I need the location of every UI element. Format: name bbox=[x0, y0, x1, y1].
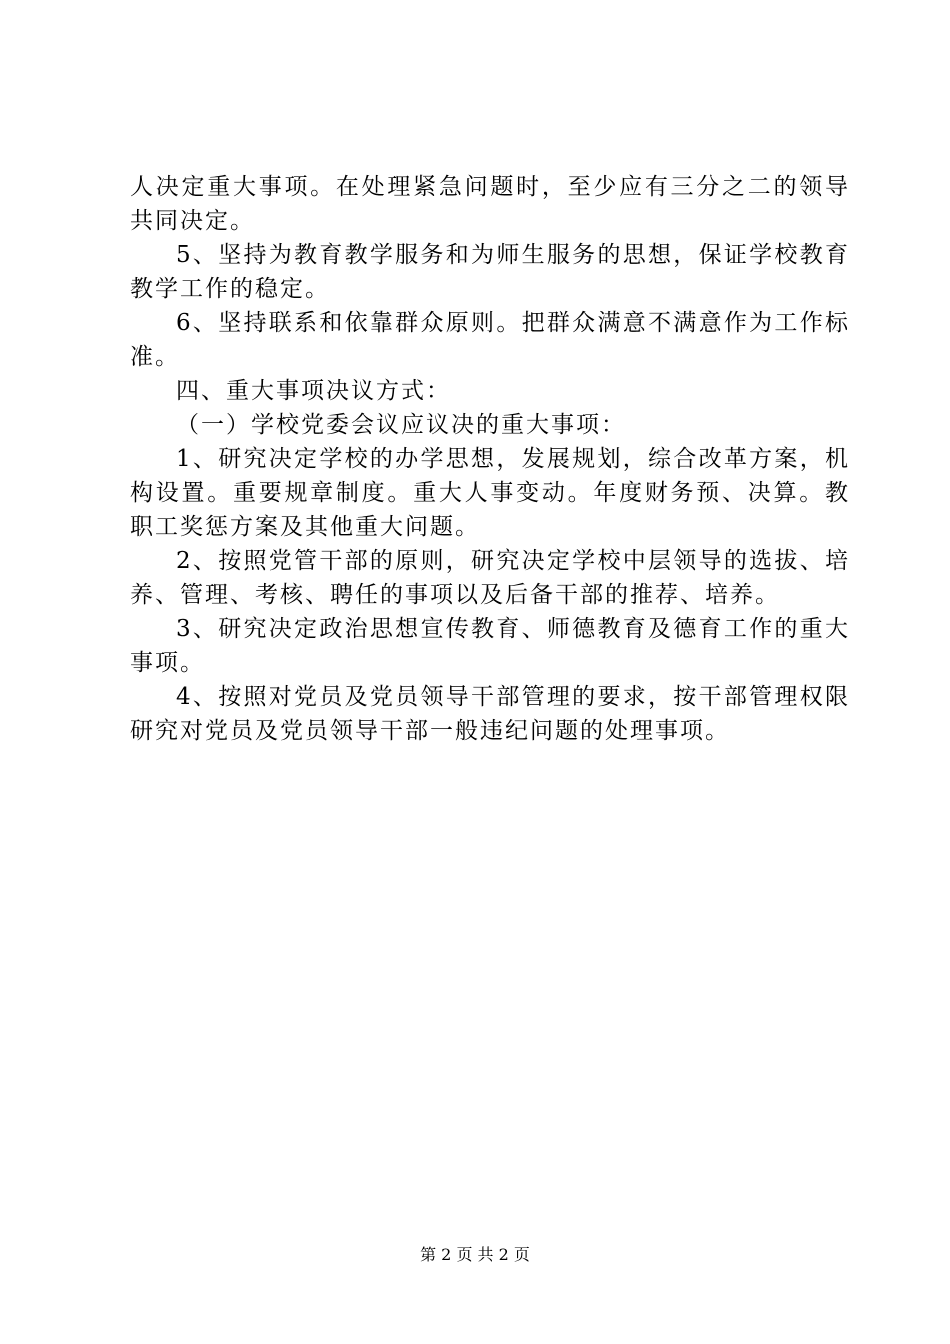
paragraph-item-5: 5、坚持为教育教学服务和为师生服务的思想，保证学校教育教学工作的稳定。 bbox=[130, 242, 850, 302]
paragraph-decision-2: 2、按照党管干部的原则，研究决定学校中层领导的选拔、培养、管理、考核、聘任的事项以及后备干部的推荐、培养。 bbox=[130, 548, 850, 608]
paragraph-decision-3: 3、研究决定政治思想宣传教育、师德教育及德育工作的重大事项。 bbox=[130, 616, 850, 676]
subsection-heading-1: （一）学校党委会议应议决的重大事项： bbox=[176, 412, 626, 438]
paragraph-decision-1: 1、研究决定学校的办学思想，发展规划，综合改革方案，机构设置。重要规章制度。重大人事变动。年度财务预、决算。教职工奖惩方案及其他重大问题。 bbox=[130, 446, 850, 540]
document-body bbox=[130, 170, 850, 748]
section-heading-4: 四、重大事项决议方式： bbox=[176, 378, 451, 404]
page-number-footer: 第 2 页 共 2 页 bbox=[420, 1245, 530, 1264]
paragraph-item-6: 6、坚持联系和依靠群众原则。把群众满意不满意作为工作标准。 bbox=[130, 310, 850, 370]
paragraph-decision-4: 4、按照对党员及党员领导干部管理的要求，按干部管理权限研究对党员及党员领导干部一般违纪问题的处理事项。 bbox=[130, 684, 850, 744]
paragraph-continuation: 人决定重大事项。在处理紧急问题时，至少应有三分之二的领导共同决定。 bbox=[130, 174, 850, 234]
